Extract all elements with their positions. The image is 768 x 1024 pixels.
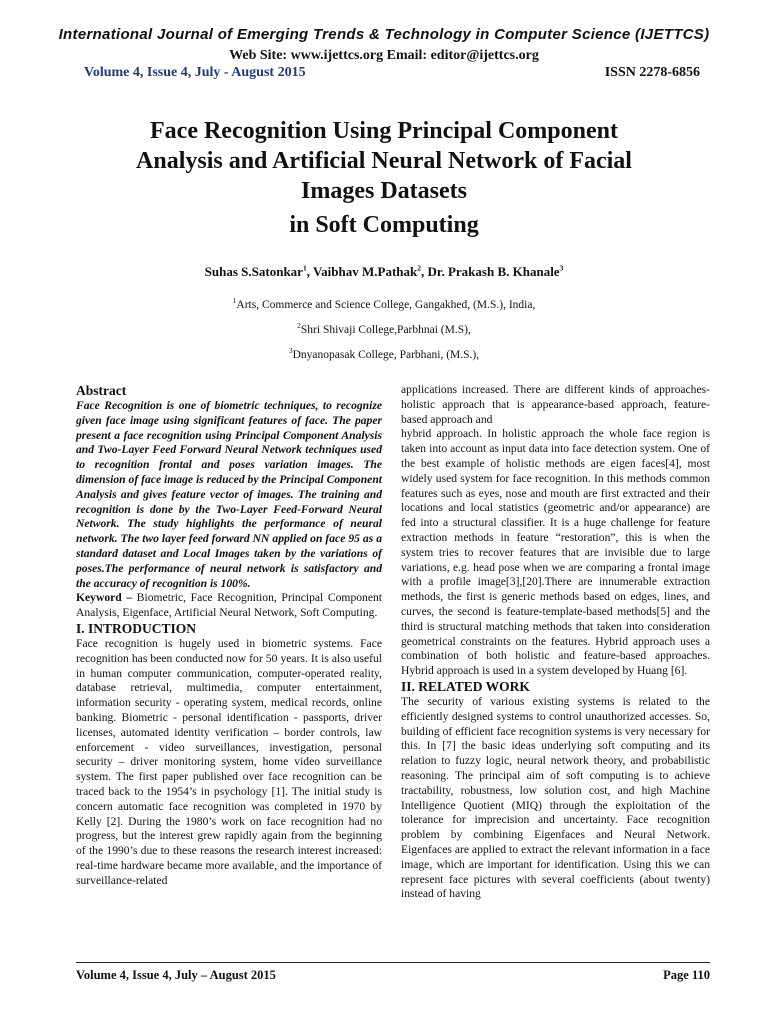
title-line: Analysis and Artificial Neural Network of Facial [136, 148, 632, 174]
author-sup: 1 [302, 263, 307, 273]
journal-name: International Journal of Emerging Trends & Technology in Computer Science (IJETTCS) [58, 26, 710, 43]
section-heading-related-work: II. RELATED WORK [401, 678, 530, 694]
affiliation [0, 346, 768, 361]
affiliation-text: Shri Shivaji College,Parbhnai (M.S), [300, 324, 471, 336]
footer-divider [76, 962, 710, 963]
left-column [76, 383, 382, 889]
author-list [0, 264, 768, 280]
related-work-text: The security of various existing systems is related to the efficiently designed systems to control unauthorized accesses. So, building of efficient face recognition systems is very necessary for this. In [7] the basic ideas underlying soft computing and its relation to fuzzy logic, neural network theory, and probabilistic reasoning. The principal aim of soft computing is to achieve tractability, robustness, low solution cost, and high Machine Intelligence Quotient (MIQ) through the exploitation of the tolerance for imprecision and uncertainty. Face recognition problem by combining Eigenfaces and Neural Network. Eigenfaces are applied to extract the relevant information in a face image, which are important for identification. Using this we can represent face pictures with several coefficients (about twenty) instead of having [401, 694, 710, 901]
introduction-text: Face recognition is hugely used in biometric systems. Face recognition has been conducted now for 50 years. It is also useful in human computer communication, computer-operated reality, database retrieval, multimedia, computer entertainment, information security - operating system, medical records, online banking. Biometric - personal identification - passports, driver licenses, automated identity verification – border controls, law enforcement - video surveillances, investigation, personal security – driver monitoring system, home video surveillance system. The first paper published over face recognition can be traced back to the 1954’s in psychology [1]. The initial study is concern automatic face recognition was completed in 1970 by Kelly [2]. During the 1980’s work on face recognition had no progress, but the interest grew rapidly again from the beginning of the 1990’s due to these reasons the research interest increased: real-time hardware became more available, and the importance of surveillance-related [76, 636, 382, 887]
author-sep: , [306, 264, 313, 279]
affiliation-sup: 1 [232, 296, 237, 306]
paper-title [40, 116, 728, 240]
affiliation-text: Dnyanopasak College, Parbhani, (M.S.), [292, 349, 480, 361]
author-name: Dr. Prakash B. Khanale [427, 264, 560, 279]
abstract-text: Face Recognition is one of biometric techniques, to recognize given face image using significant features of face. The paper present a face recognition using Principal Component Analysis and Two-Layer Feed Forward Neural Network techniques used to recognition frontal and poses variation images. The dimension of face image is reduced by the Principal Component Analysis and gives feature vector of images. The training and recognition is done by the Two-Layer Feed-Forward Neural Network. The study highlights the performance of neural network. The two layer feed forward NN applied on face 95 as a standard dataset and Local Images taken by the variations of poses.The performance of neural network is satisfactory and the accuracy of recognition is 100%. [76, 399, 382, 590]
author-name: Vaibhav M.Pathak [312, 264, 418, 279]
author-sup: 2 [417, 263, 421, 273]
affiliation-sup: 2 [297, 321, 301, 331]
header-issn: ISSN 2278-6856 [604, 65, 700, 80]
keywords-text: Biometric, Face Recognition, Principal Component Analysis, Eigenface, Artificial Neural Network, Soft Computing. [76, 591, 382, 620]
affiliation [0, 321, 768, 336]
header-volume: Volume 4, Issue 4, July - August 2015 [84, 65, 306, 80]
title-line: in Soft Computing [289, 212, 479, 238]
section-heading-introduction: I. INTRODUCTION [76, 620, 197, 636]
affiliation [0, 296, 768, 311]
author-name: Suhas S.Satonkar [204, 264, 303, 279]
body-paragraph: hybrid approach. In holistic approach the whole face region is taken into account as input data into face detection system. One of the best example of holistic methods are eigen faces[4], most widely used system for face recognition. In this methods common features such as eyes, nose and mouth are first extracted and their locations and local statistics (geometric and/or appearance) are fed into a structural classifier. It is a huge challenge for feature extraction methods in feature “restoration”, this is when the system tries to recover features that are invisible due to large variations, e.g. head pose when we are comparing a frontal image with a profile image[3],[20].There are innumerable extraction methods, the first is generic methods based on edges, lines, and curves, the second is feature-template-based methods[5] and the third is structural matching methods that taken into consideration geometrical constraints on the features. Hybrid approach uses a combination of both holistic and feature-based approaches. Hybrid approach is used in a system developed by Huang [6]. [401, 427, 710, 678]
body-paragraph: applications increased. There are different kinds of approaches-holistic approach that is appearance-based approach, feature-based approach and [401, 383, 710, 426]
title-line: Face Recognition Using Principal Component [150, 118, 618, 144]
volume-row [84, 65, 700, 81]
title-line: Images Datasets [301, 178, 467, 204]
affiliation-sup: 3 [288, 346, 293, 356]
author-sep: , [421, 264, 428, 279]
journal-website: Web Site: www.ijettcs.org Email: editor@ijettcs.org [229, 48, 539, 63]
page-number: Page 110 [663, 968, 710, 982]
affiliation-text: Arts, Commerce and Science College, Gangakhed, (M.S.), India, [236, 299, 536, 311]
keywords-label: Keyword – [76, 591, 133, 605]
abstract-heading: Abstract [76, 383, 127, 398]
page-footer [76, 968, 710, 983]
footer-volume: Volume 4, Issue 4, July – August 2015 [76, 968, 276, 982]
right-column [401, 383, 710, 902]
keywords [76, 591, 382, 621]
author-sup: 3 [559, 263, 564, 273]
